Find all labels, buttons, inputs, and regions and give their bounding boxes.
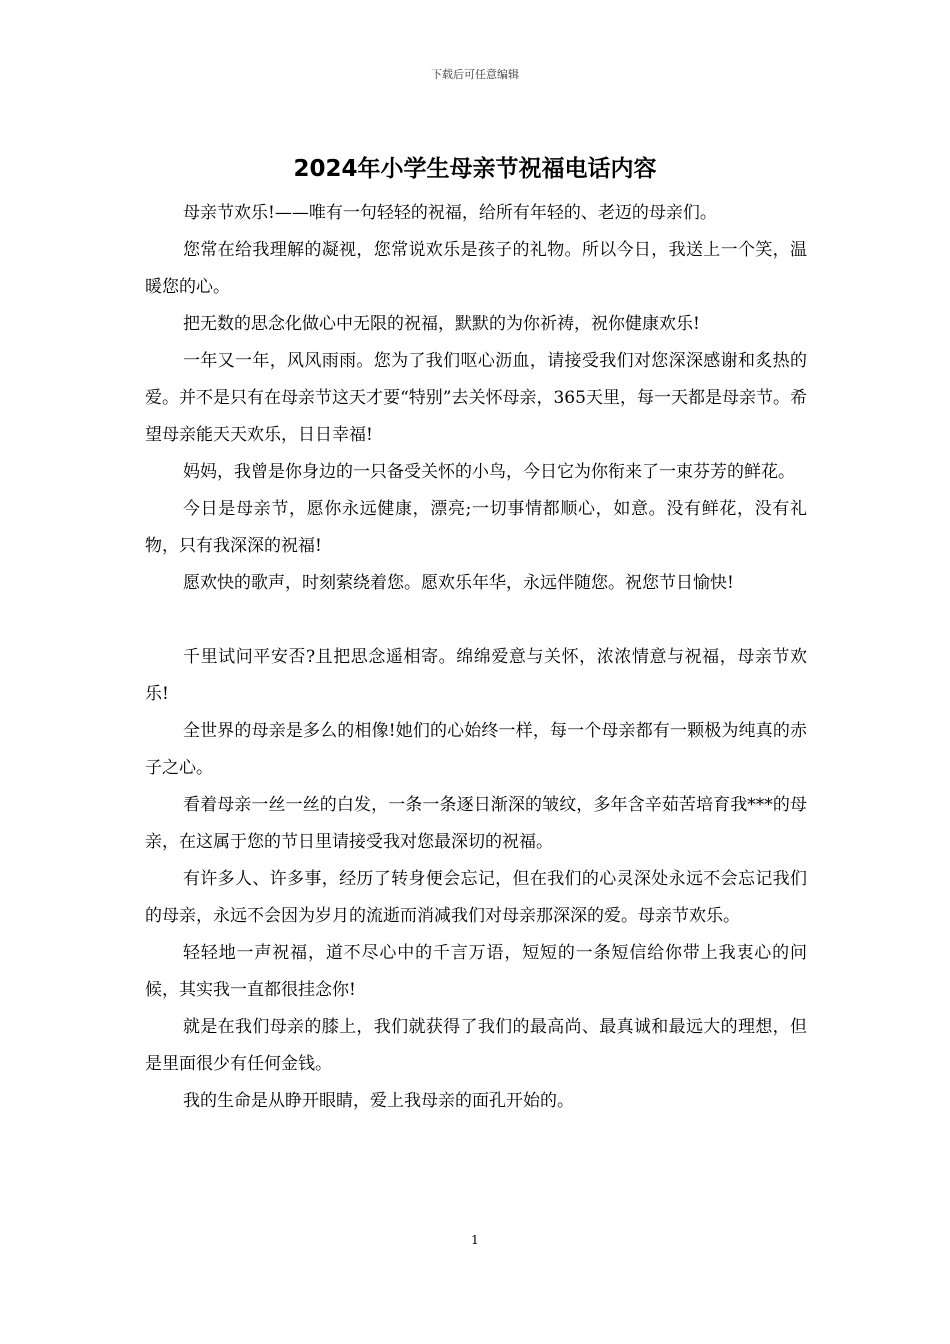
paragraph: 全世界的母亲是多么的相像!她们的心始终一样，每一个母亲都有一颗极为纯真的赤子之心。	[145, 721, 807, 778]
paragraph: 愿欢快的歌声，时刻萦绕着您。愿欢乐年华，永远伴随您。祝您节日愉快!	[183, 573, 734, 593]
document-title: 2024年小学生母亲节祝福电话内容	[293, 156, 657, 182]
page-number: 1	[471, 1233, 479, 1247]
paragraph: 有许多人、许多事，经历了转身便会忘记，但在我们的心灵深处永远不会忘记我们的母亲，永远不会因为岁月的流逝而消减我们对母亲那深深的爱。母亲节欢乐。	[145, 869, 807, 926]
paragraph: 一年又一年，风风雨雨。您为了我们呕心沥血，请接受我们对您深深感谢和炙热的爱。并不是只有在母亲节这天才要“特别”去关怀母亲，365天里，每一天都是母亲节。希望母亲能天天欢乐，日日幸福!	[145, 351, 807, 445]
paragraph: 千里试问平安否?且把思念遥相寄。绵绵爱意与关怀，浓浓情意与祝福，母亲节欢乐!	[145, 647, 807, 704]
paragraph: 看着母亲一丝一丝的白发，一条一条逐日渐深的皱纹，多年含辛茹苦培育我***的母亲，在这属于您的节日里请接受我对您最深切的祝福。	[145, 795, 807, 852]
paragraph: 您常在给我理解的凝视，您常说欢乐是孩子的礼物。所以今日，我送上一个笑，温暖您的心。	[145, 240, 807, 297]
paragraph: 妈妈，我曾是你身边的一只备受关怀的小鸟，今日它为你衔来了一束芬芳的鲜花。	[183, 462, 795, 482]
paragraph: 我的生命是从睁开眼睛，爱上我母亲的面孔开始的。	[183, 1091, 574, 1111]
document-body	[145, 195, 807, 1120]
paragraph: 把无数的思念化做心中无限的祝福，默默的为你祈祷，祝你健康欢乐!	[183, 314, 700, 334]
paragraph: 母亲节欢乐!——唯有一句轻轻的祝福，给所有年轻的、老迈的母亲们。	[183, 203, 717, 223]
header-note: 下载后可任意编辑	[431, 68, 519, 81]
paragraph: 今日是母亲节，愿你永远健康，漂亮;一切事情都顺心，如意。没有鲜花，没有礼物，只有我深深的祝福!	[145, 499, 807, 556]
blank-line	[145, 602, 807, 639]
paragraph: 就是在我们母亲的膝上，我们就获得了我们的最高尚、最真诚和最远大的理想，但是里面很少有任何金钱。	[145, 1017, 807, 1074]
paragraph: 轻轻地一声祝福，道不尽心中的千言万语，短短的一条短信给你带上我衷心的问候，其实我一直都很挂念你!	[145, 943, 807, 1000]
